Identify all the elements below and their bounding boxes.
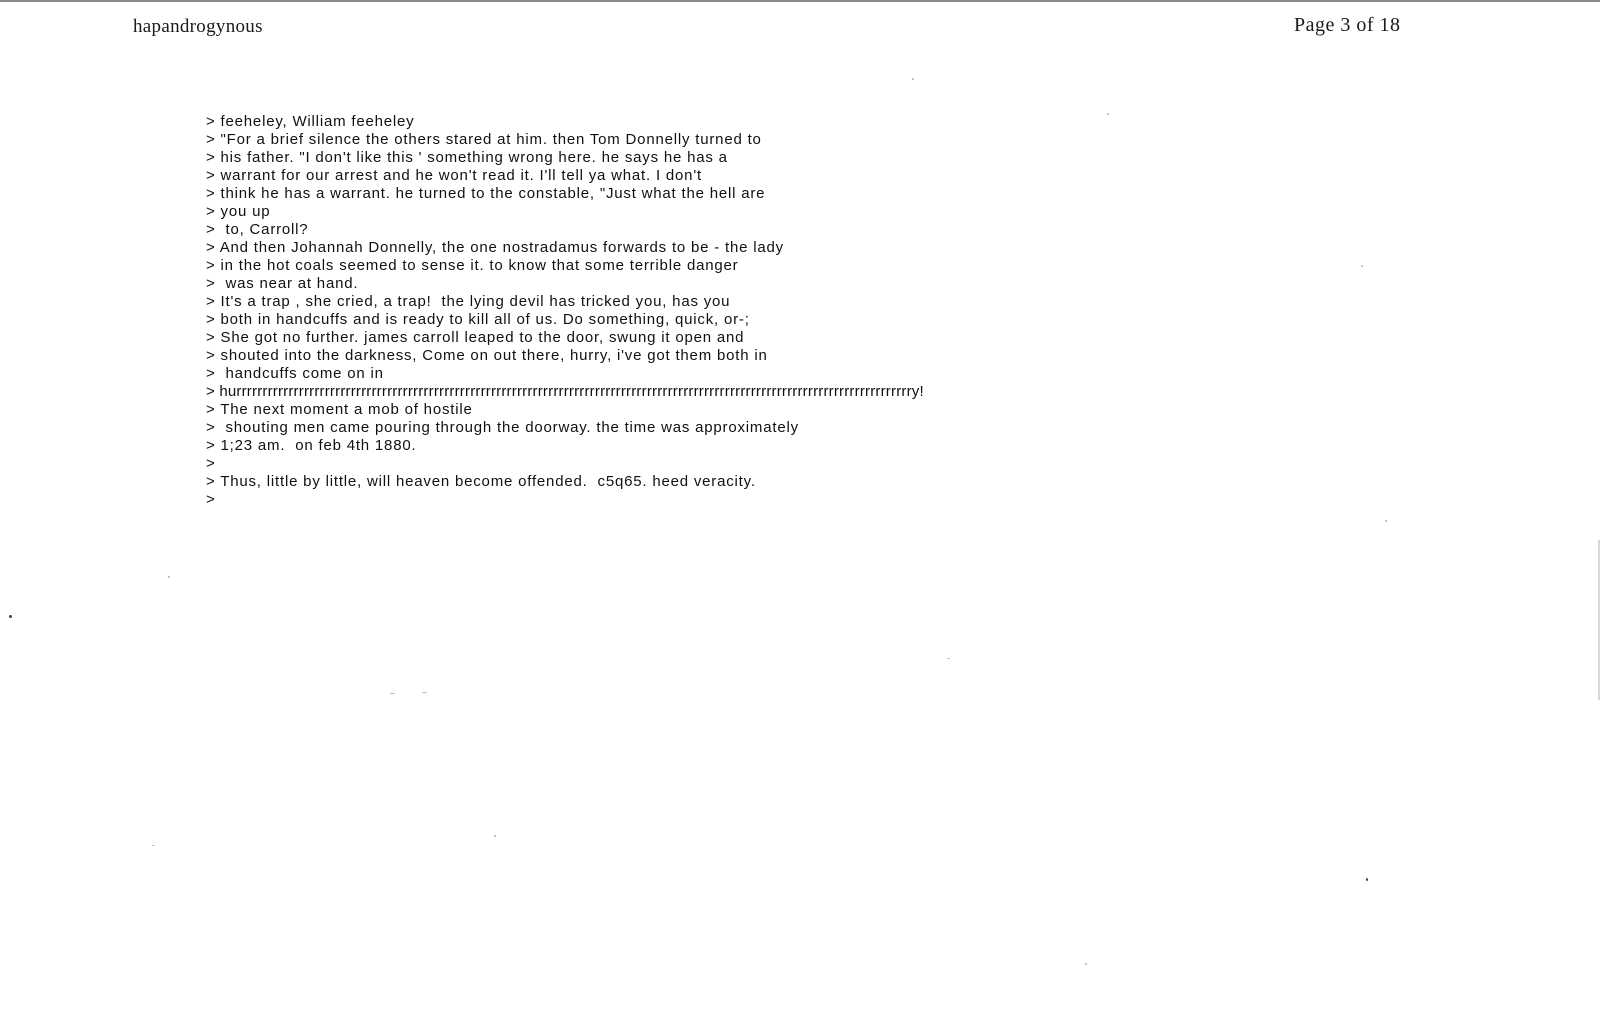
text-line: > handcuffs come on in xyxy=(206,365,384,382)
scan-speck xyxy=(168,576,170,578)
document-source-header: hapandrogynous xyxy=(133,16,263,37)
text-line: > xyxy=(206,491,216,508)
scan-speck xyxy=(1085,963,1087,965)
scan-speck xyxy=(152,845,155,846)
text-line: > It's a trap , she cried, a trap! the lying devil has tricked you, has you xyxy=(206,293,731,310)
text-line: > Thus, little by little, will heaven become offended. c5q65. heed veracity. xyxy=(206,473,756,490)
scan-speck xyxy=(494,835,496,837)
text-line: > warrant for our arrest and he won't read it. I'll tell ya what. I don't xyxy=(206,167,702,184)
text-line: > She got no further. james carroll leaped to the door, swung it open and xyxy=(206,329,745,346)
scan-speck xyxy=(1385,520,1387,522)
scan-speck xyxy=(1361,265,1363,267)
scan-speck xyxy=(912,78,914,80)
text-line: > his father. "I don't like this ' something wrong here. he says he has a xyxy=(206,149,728,166)
text-line: > was near at hand. xyxy=(206,275,359,292)
quoted-email-body xyxy=(206,113,1506,509)
page-number: Page 3 of 18 xyxy=(1294,14,1401,36)
text-line: > "For a brief silence the others stared at him. then Tom Donnelly turned to xyxy=(206,131,762,148)
text-line: > to, Carroll? xyxy=(206,221,309,238)
scan-speck xyxy=(1107,113,1109,115)
scan-speck xyxy=(947,658,950,659)
text-line: > 1;23 am. on feb 4th 1880. xyxy=(206,437,417,454)
text-line: > hurrrrrrrrrrrrrrrrrrrrrrrrrrrrrrrrrrrrrrrrrrrrrrrrrrrrrrrrrrrrrrrrrrrrrrrrrrrrrrrrrrrrrrrrrrrrrrrrrrrrrrrrrrrrrrrrrrrrrrrrrrrrrrrrrry! xyxy=(206,383,924,400)
text-line: > shouted into the darkness, Come on out there, hurry, i've got them both in xyxy=(206,347,768,364)
text-line: > And then Johannah Donnelly, the one nostradamus forwards to be - the lady xyxy=(206,239,784,256)
scan-speck xyxy=(422,692,427,693)
text-line: > feeheley, William feeheley xyxy=(206,113,415,130)
text-line: > think he has a warrant. he turned to the constable, "Just what the hell are xyxy=(206,185,766,202)
text-line: > shouting men came pouring through the doorway. the time was approximately xyxy=(206,419,799,436)
page-top-rule xyxy=(0,0,1600,2)
text-line: > both in handcuffs and is ready to kill all of us. Do something, quick, or-; xyxy=(206,311,750,328)
scan-speck xyxy=(390,693,395,694)
text-line: > xyxy=(206,455,216,472)
text-line: > The next moment a mob of hostile xyxy=(206,401,473,418)
scan-speck xyxy=(9,615,12,618)
text-line: > you up xyxy=(206,203,271,220)
text-line: > in the hot coals seemed to sense it. to know that some terrible danger xyxy=(206,257,739,274)
scan-speck xyxy=(1366,878,1368,881)
